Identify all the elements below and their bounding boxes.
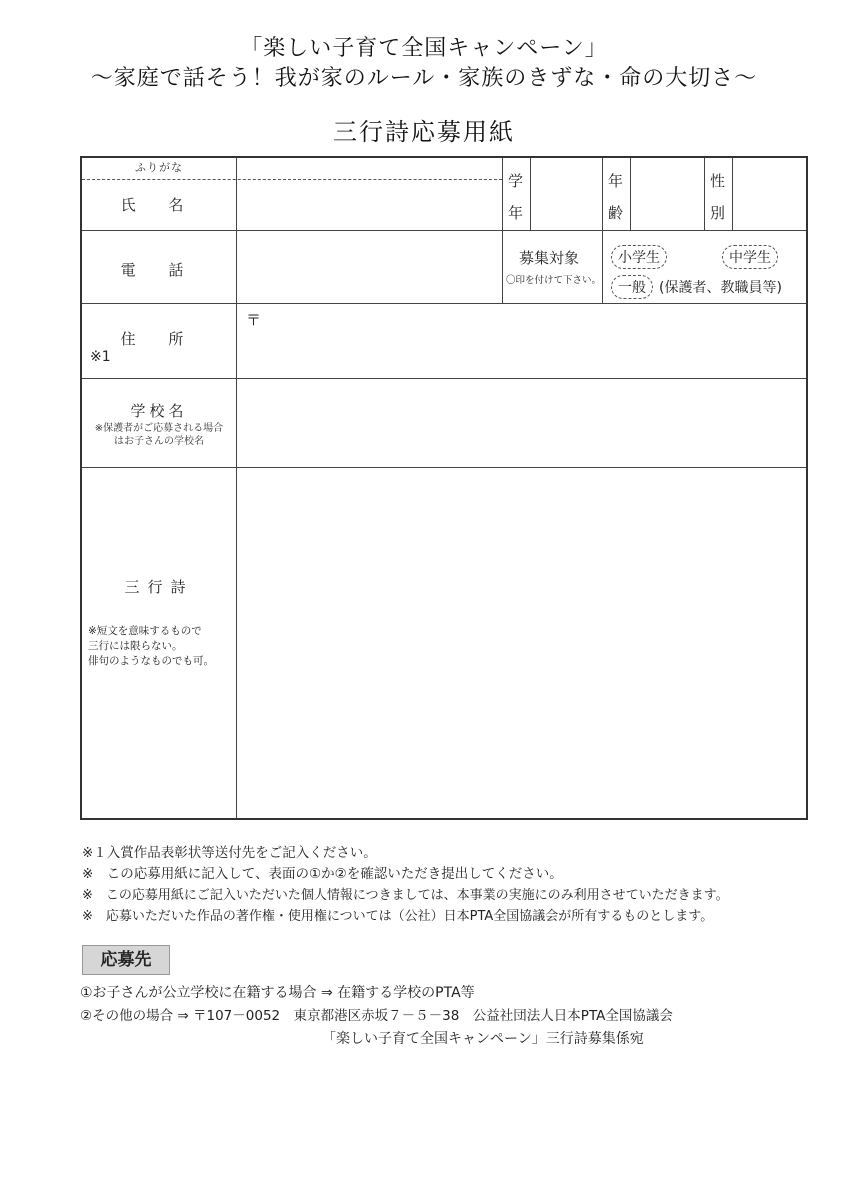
note-line: ※ この応募用紙に記入して、表面の①か②を確認いただき提出してください。 [82, 866, 563, 882]
note-line: ※ この応募用紙にご記入いただいた個人情報につきましては、本事業の実施にのみ利用させていただきます。 [82, 888, 729, 903]
option-general[interactable]: 一般 [611, 275, 653, 299]
cell-divider [502, 158, 503, 230]
school-note: はお子さんの学校名 [114, 436, 204, 447]
poem-label: 三行詩 [124, 578, 194, 596]
label-column-divider [236, 158, 237, 818]
gender-field[interactable] [734, 160, 804, 228]
gender-label-char: 性 [710, 172, 726, 190]
destination-line: ①お子さんが公立学校に在籍する場合 ⇒ 在籍する学校のPTA等 [80, 985, 475, 1001]
poem-note [88, 624, 214, 669]
poem-field[interactable] [238, 469, 804, 818]
cell-divider [704, 158, 705, 230]
furigana-label: ふりがな [135, 161, 183, 174]
address-note: ※1 [90, 349, 111, 365]
postal-mark: 〒 [246, 311, 262, 329]
cell-divider [602, 230, 603, 303]
phone-label: 電 話 [120, 261, 198, 279]
row-divider [82, 378, 806, 379]
notes [82, 843, 729, 927]
option-elementary[interactable]: 小学生 [611, 245, 667, 269]
age-label-char: 齢 [608, 204, 624, 222]
grade-label-char: 年 [508, 204, 524, 222]
row-divider [82, 303, 806, 304]
campaign-subtitle: ～家庭で話そう！我が家のルール・家族のきずな・命の大切さ～ [90, 66, 758, 91]
option-junior-high[interactable]: 中学生 [722, 245, 778, 269]
cell-divider [630, 158, 631, 230]
poem-note-line: 三行には限らない。 [88, 640, 183, 652]
destination-heading: 応募先 [82, 945, 170, 975]
target-note: 〇印を付けて下さい。 [506, 275, 602, 286]
destination [80, 982, 673, 1051]
school-label: 学校名 [130, 402, 188, 420]
note-line: ※１入賞作品表彰状等送付先をご記入ください。 [82, 845, 377, 861]
application-form [80, 156, 808, 820]
row-divider [82, 230, 806, 231]
age-field[interactable] [632, 160, 702, 228]
grade-label-char: 学 [508, 172, 524, 190]
note-line: ※ 応募いただいた作品の著作権・使用権については（公社）日本PTA全国協議会が所有するものとします。 [82, 909, 714, 924]
name-label: 氏 名 [120, 196, 198, 214]
header [0, 34, 848, 148]
poem-note-line: ※短文を意味するもので [88, 625, 202, 637]
cell-divider [502, 230, 503, 303]
furigana-divider [82, 179, 502, 180]
grade-field[interactable] [532, 160, 600, 228]
destination-line: ②その他の場合 ⇒ 〒107－0052 東京都港区赤坂７－５－38 公益社団法人日本PTA全国協議会 [80, 1008, 673, 1024]
form-title: 三行詩応募用紙 [333, 118, 515, 146]
campaign-title: 「楽しい子育て全国キャンペーン」 [240, 36, 608, 61]
school-note: ※保護者がご応募される場合 [94, 423, 224, 434]
gender-label-char: 別 [710, 204, 726, 222]
target-label: 募集対象 [519, 249, 580, 267]
address-label: 住 所 [120, 330, 198, 348]
general-note: (保護者、教職員等) [659, 280, 782, 296]
destination-line: 「楽しい子育て全国キャンペーン」三行詩募集係宛 [322, 1031, 644, 1047]
cell-divider [732, 158, 733, 230]
age-label-char: 年 [608, 172, 624, 190]
row-divider [82, 467, 806, 468]
school-field[interactable] [238, 380, 804, 465]
address-field[interactable] [238, 305, 804, 376]
poem-note-line: 俳句のようなものでも可。 [88, 655, 214, 667]
cell-divider [602, 158, 603, 230]
name-field[interactable] [238, 181, 500, 228]
phone-field[interactable] [238, 232, 500, 301]
cell-divider [530, 158, 531, 230]
